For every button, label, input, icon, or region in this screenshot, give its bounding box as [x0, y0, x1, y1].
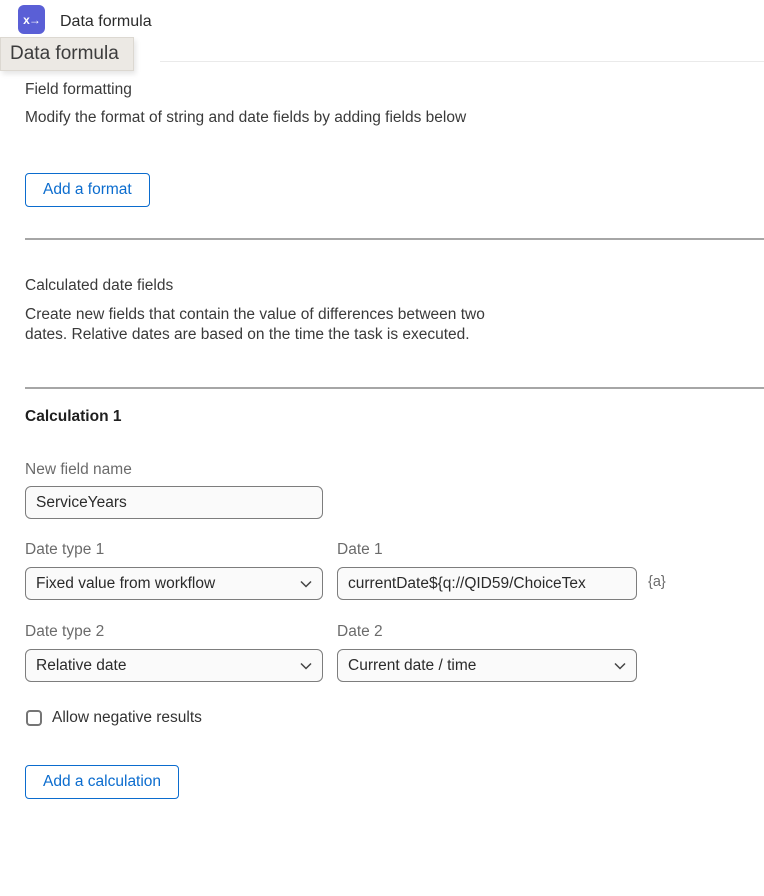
- date-type-2-label: Date type 2: [25, 623, 105, 640]
- date-2-select[interactable]: [337, 649, 637, 682]
- field-formatting-description: Modify the format of string and date fields by adding fields below: [25, 109, 467, 126]
- data-formula-tooltip: [0, 37, 134, 71]
- add-calculation-button[interactable]: Add a calculation: [25, 765, 179, 799]
- header-divider: [160, 61, 764, 62]
- calculation-heading: Calculation 1: [25, 408, 122, 425]
- data-formula-task-icon: [18, 5, 45, 34]
- calculated-date-fields-heading: Calculated date fields: [25, 277, 174, 294]
- page-title: Data formula: [60, 13, 152, 30]
- x-arrow-icon: x→: [23, 12, 40, 27]
- date-type-2-select[interactable]: [25, 649, 323, 682]
- date-2-selected-value: Current date / time: [348, 656, 477, 674]
- calculated-date-fields-description: Create new fields that contain the value of differences between two dates. Relative dates are based on the time the task is executed.: [25, 306, 485, 343]
- allow-negative-label: Allow negative results: [52, 709, 202, 726]
- tooltip-text: Data formula: [10, 43, 119, 64]
- new-field-name-input[interactable]: [25, 486, 323, 519]
- date-1-input[interactable]: [337, 567, 637, 600]
- field-formatting-heading: Field formatting: [25, 81, 132, 98]
- add-format-button[interactable]: Add a format: [25, 173, 150, 207]
- date-type-1-select[interactable]: [25, 567, 323, 600]
- chevron-down-icon: [300, 580, 312, 588]
- date-type-2-selected-value: Relative date: [36, 656, 127, 674]
- chevron-down-icon: [614, 662, 626, 670]
- date-2-label: Date 2: [337, 623, 383, 640]
- new-field-name-label: New field name: [25, 461, 132, 478]
- date-1-label: Date 1: [337, 541, 383, 558]
- chevron-down-icon: [300, 662, 312, 670]
- date-type-1-label: Date type 1: [25, 541, 105, 558]
- section-divider: [25, 387, 764, 389]
- date-type-1-selected-value: Fixed value from workflow: [36, 574, 216, 592]
- allow-negative-checkbox[interactable]: [26, 710, 42, 726]
- piped-text-icon[interactable]: {a}: [648, 574, 666, 590]
- section-divider: [25, 238, 764, 240]
